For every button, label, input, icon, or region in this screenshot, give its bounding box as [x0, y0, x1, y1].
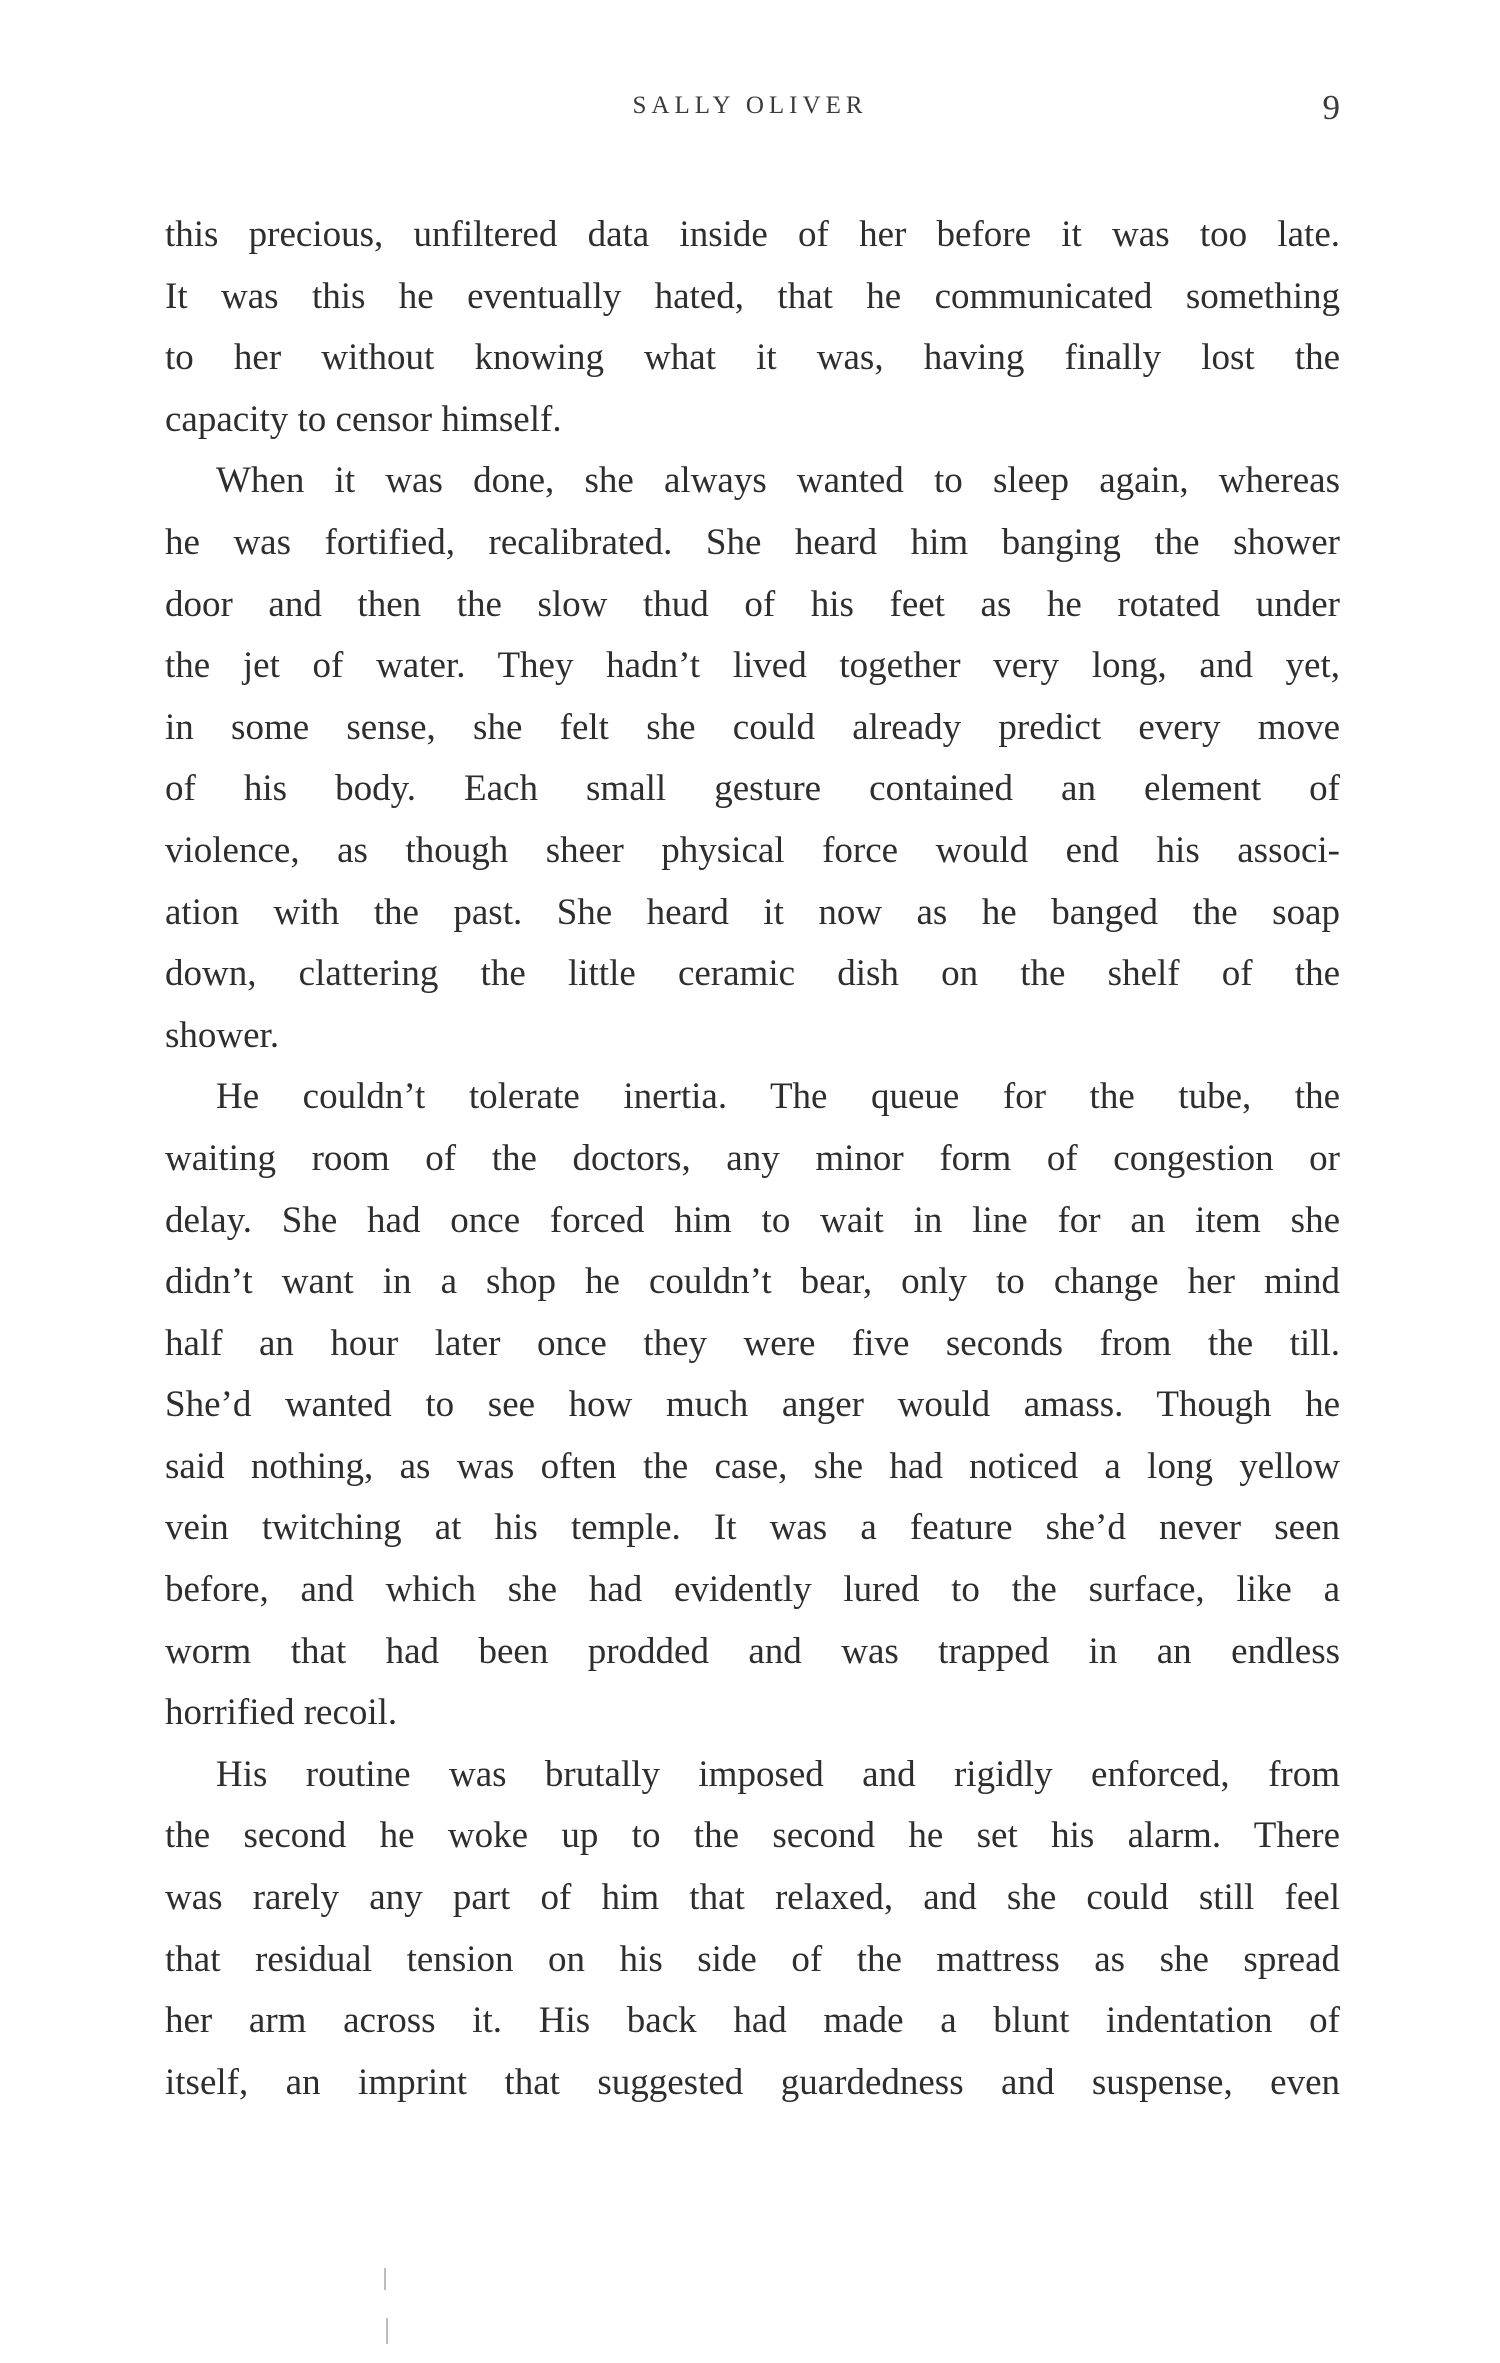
text-line: the second he woke up to the second he set his alarm. There: [165, 1815, 1340, 1857]
text-line: violence, as though sheer physical force would end his associ-: [165, 829, 1340, 871]
text-line: She’d wanted to see how much anger would amass. Though he: [165, 1384, 1340, 1426]
text-line: It was this he eventually hated, that he communicated something: [165, 275, 1340, 317]
text-line: ation with the past. She heard it now as he banged the soap: [165, 891, 1340, 933]
text-line: was rarely any part of him that relaxed, and she could still feel: [165, 1877, 1340, 1919]
text-line: her arm across it. His back had made a blunt indentation of: [165, 2000, 1340, 2042]
text-line: delay. She had once forced him to wait in line for an item she: [165, 1199, 1340, 1241]
text-line: door and then the slow thud of his feet as he rotated under: [165, 583, 1340, 625]
text-line: vein twitching at his temple. It was a feature she’d never seen: [165, 1507, 1340, 1549]
text-line: the jet of water. They hadn’t lived together very long, and yet,: [165, 645, 1340, 687]
text-line: that residual tension on his side of the mattress as she spread: [165, 1938, 1340, 1980]
text-line: down, clattering the little ceramic dish on the shelf of the: [165, 953, 1340, 995]
running-head: [0, 88, 1500, 128]
text-line: He couldn’t tolerate inertia. The queue for the tube, the: [216, 1076, 1340, 1118]
scan-artifact: [384, 2268, 386, 2290]
page-number: 9: [1322, 88, 1340, 127]
text-line: this precious, unfiltered data inside of her before it was too late.: [165, 214, 1340, 255]
text-line: waiting room of the doctors, any minor form of congestion or: [165, 1137, 1340, 1179]
body-text: [165, 204, 1340, 2113]
text-line: itself, an imprint that suggested guardedness and suspense, even: [165, 2061, 1340, 2103]
running-title: SALLY OLIVER: [632, 92, 868, 119]
text-line: When it was done, she always wanted to sleep again, whereas: [216, 460, 1340, 502]
text-line: to her without knowing what it was, having finally lost the: [165, 337, 1340, 379]
text-line: half an hour later once they were five seconds from the till.: [165, 1322, 1340, 1364]
text-line: before, and which she had evidently lured to the surface, like a: [165, 1569, 1340, 1611]
text-line: shower.: [165, 1014, 280, 1056]
text-line: His routine was brutally imposed and rigidly enforced, from: [216, 1753, 1340, 1795]
text-line: worm that had been prodded and was trapped in an endless: [165, 1630, 1340, 1672]
text-line: capacity to censor himself.: [165, 398, 562, 440]
text-line: didn’t want in a shop he couldn’t bear, only to change her mind: [165, 1261, 1340, 1303]
text-line: of his body. Each small gesture contained an element of: [165, 768, 1340, 810]
text-line: said nothing, as was often the case, she had noticed a long yellow: [165, 1445, 1340, 1487]
scan-artifact: [386, 2318, 388, 2344]
text-line: horrified recoil.: [165, 1692, 398, 1734]
text-line: he was fortified, recalibrated. She heard him banging the shower: [165, 521, 1340, 563]
text-line: in some sense, she felt she could already predict every move: [165, 706, 1340, 748]
